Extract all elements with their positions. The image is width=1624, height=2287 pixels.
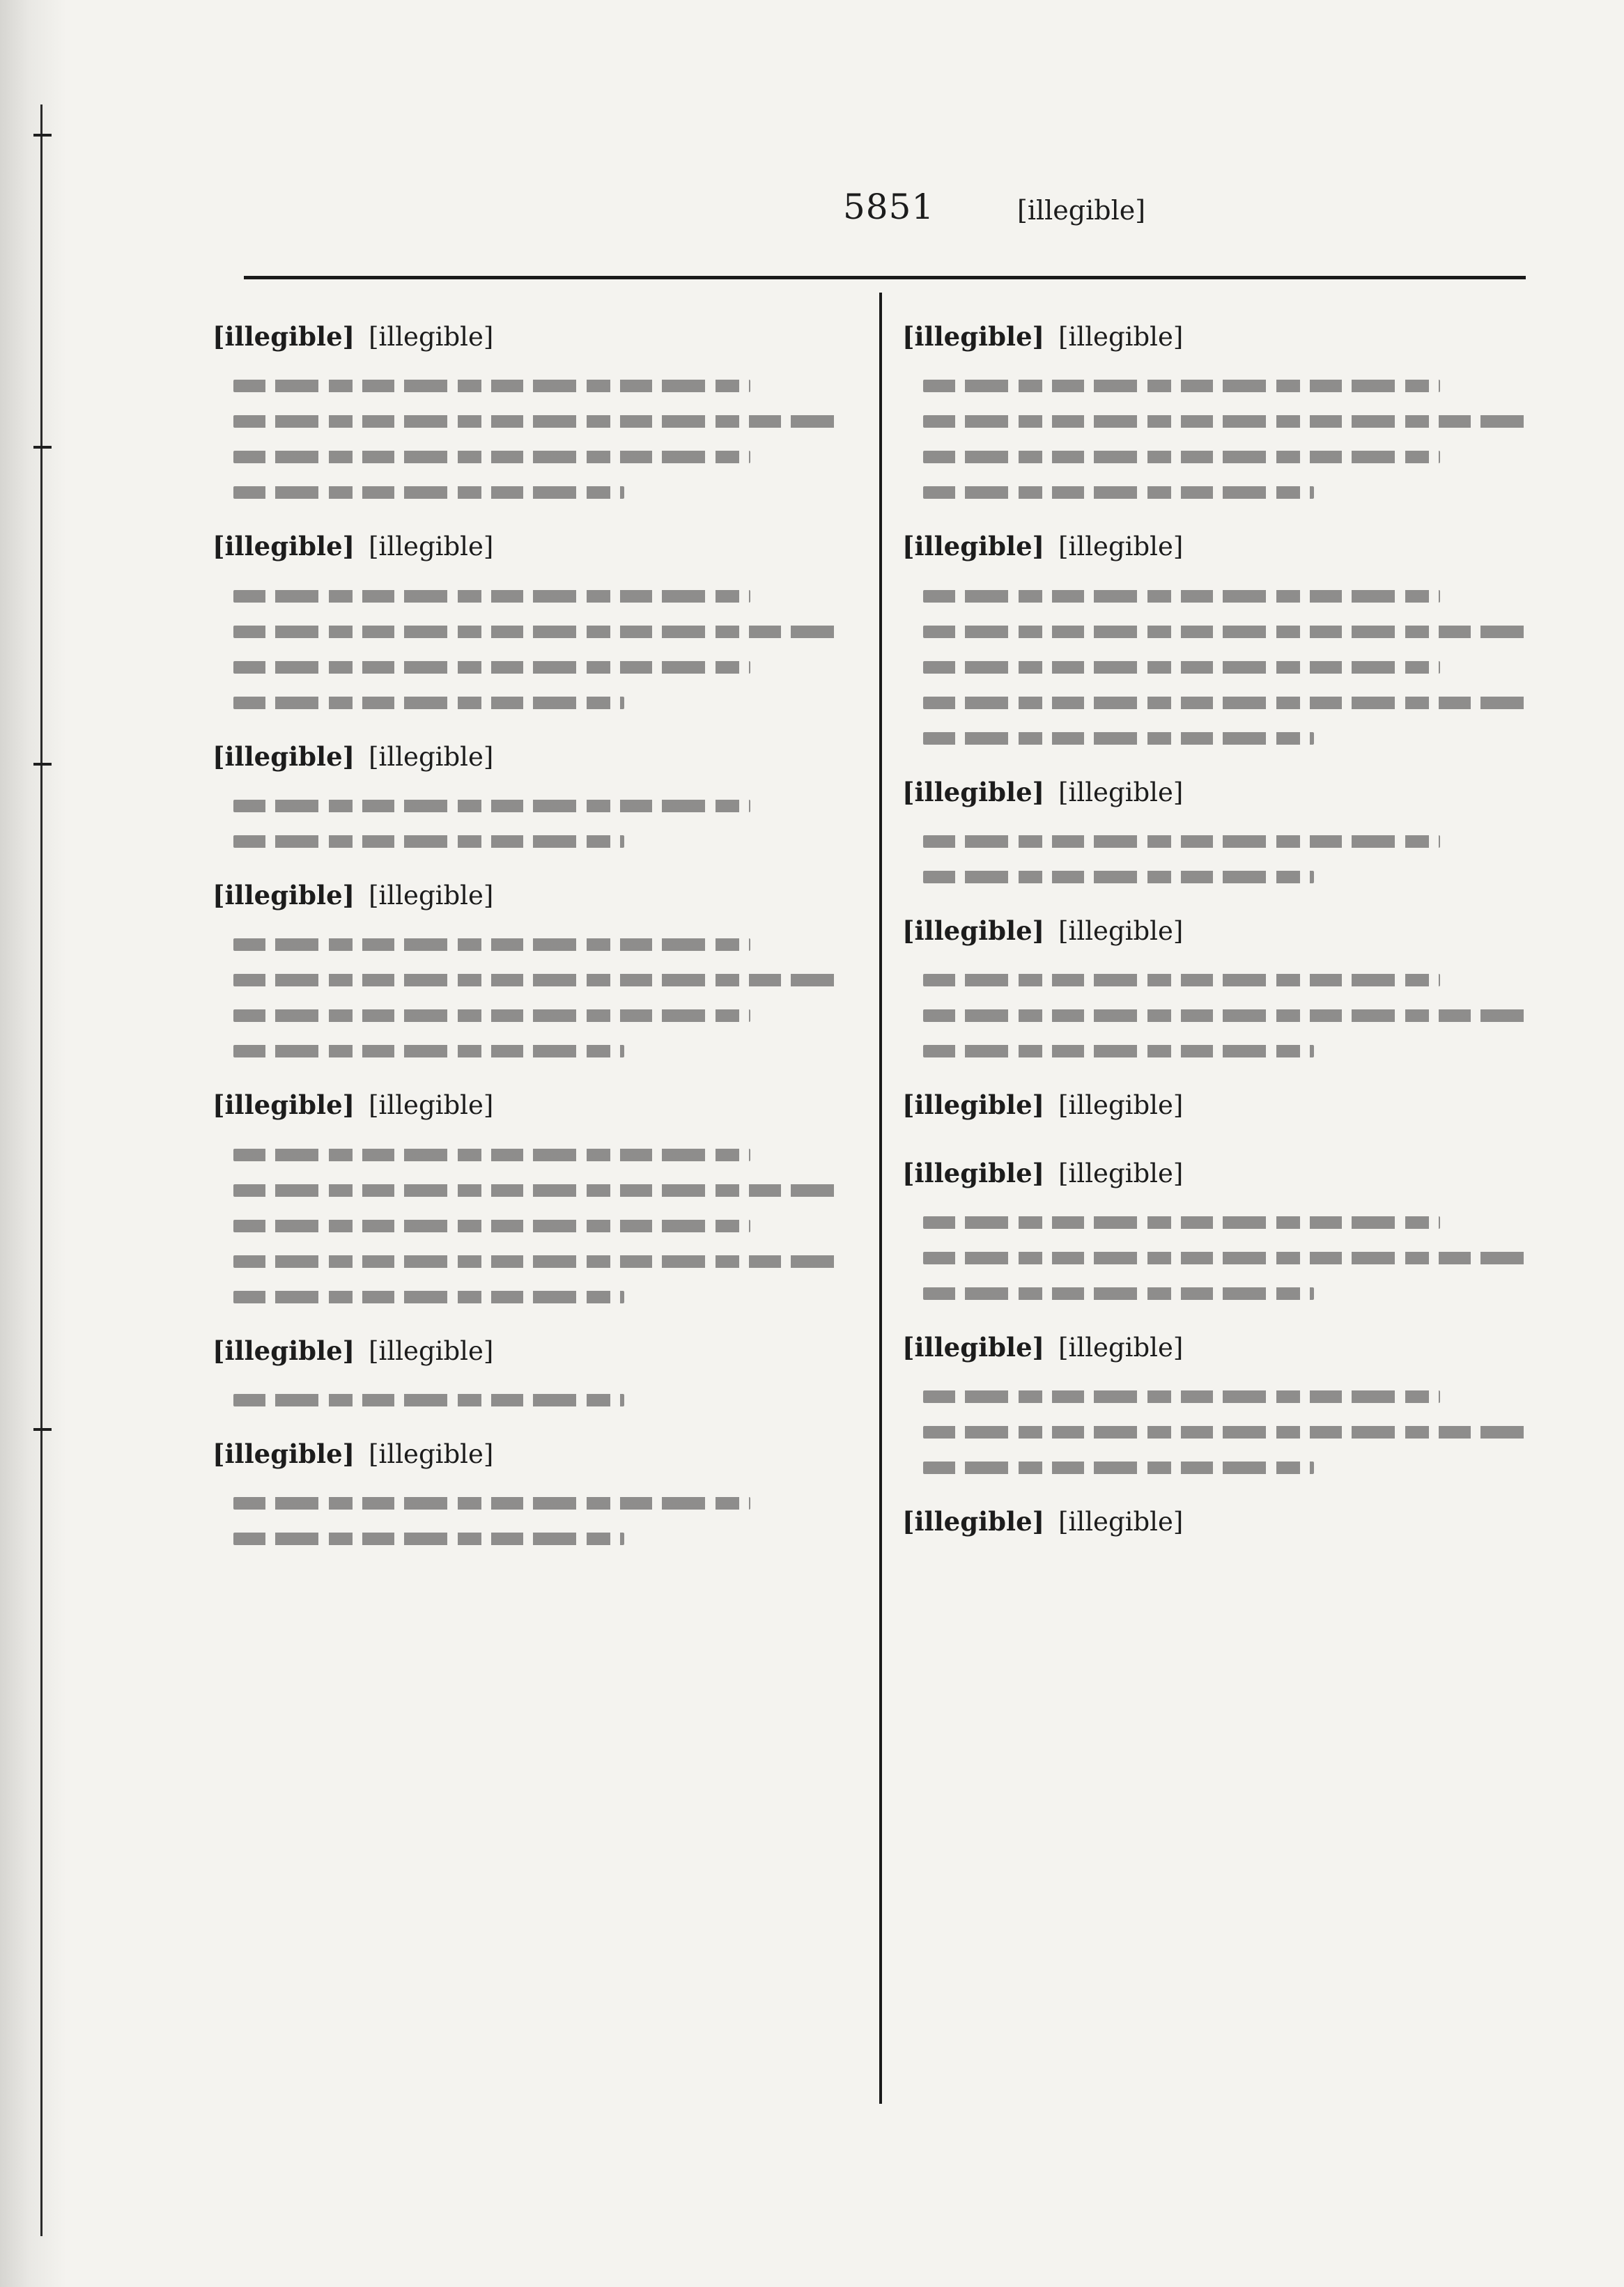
illegible-text-line [233,835,624,848]
left-column [212,317,843,1573]
illegible-text-line [923,415,1529,428]
dictionary-entry [212,737,843,848]
illegible-text-line [923,1426,1529,1439]
page-number: 5851 [843,187,935,227]
entry-headword: [illegible] [902,1332,1045,1363]
illegible-text-line [923,451,1440,463]
illegible-text-line [923,1009,1529,1022]
illegible-text-line [233,590,750,603]
illegible-text-line [233,697,624,709]
illegible-text-line [923,1287,1314,1300]
entry-definition: [illegible] [1058,322,1184,352]
illegible-text-line [233,800,750,812]
illegible-text-line [923,732,1314,745]
entry-headword: [illegible] [902,321,1045,352]
dictionary-entry [902,1154,1533,1300]
illegible-text-line [233,1220,750,1232]
illegible-text-line [233,486,624,499]
dictionary-entry [902,773,1533,883]
dictionary-entry [212,1085,843,1303]
illegible-text-line [233,974,839,986]
illegible-text-line [233,380,750,392]
illegible-text-line [923,380,1440,392]
entry-definition: [illegible] [1058,1090,1184,1121]
entry-definition: [illegible] [1058,1333,1184,1363]
binding-mark [33,446,52,449]
entry-definition: [illegible] [1058,1507,1184,1537]
illegible-text-line [233,1291,624,1303]
illegible-text-line [923,835,1440,848]
binding-mark [33,763,52,766]
entry-headword: [illegible] [212,321,355,352]
entry-definition: [illegible] [369,532,494,562]
illegible-text-line [923,1252,1529,1264]
entry-headword: [illegible] [902,1090,1045,1121]
entry-definition: [illegible] [1058,777,1184,807]
illegible-text-line [233,1394,624,1406]
entry-headword: [illegible] [212,741,355,772]
entry-definition: [illegible] [369,741,494,772]
dictionary-entry [902,527,1533,744]
dictionary-entry [902,1328,1533,1474]
illegible-text-line [233,661,750,674]
entry-definition: [illegible] [369,1335,494,1366]
illegible-text-line [923,626,1529,638]
illegible-text-line [923,486,1314,499]
illegible-text-line [233,415,839,428]
right-column [902,317,1533,1570]
entry-headword: [illegible] [212,1090,355,1121]
dictionary-entry [902,1502,1533,1542]
binding-mark [33,1428,52,1431]
binding-mark [33,134,52,137]
dictionary-entry [212,317,843,499]
dictionary-entry [212,1331,843,1406]
entry-headword: [illegible] [902,1157,1045,1188]
illegible-text-line [233,1045,624,1057]
entry-headword: [illegible] [212,1439,355,1470]
entry-headword: [illegible] [212,880,355,911]
illegible-text-line [923,590,1440,603]
illegible-text-line [923,697,1529,709]
entry-headword: [illegible] [902,531,1045,562]
dictionary-entry [212,1434,843,1545]
binding-rule [40,104,42,2236]
binding-edge [0,0,66,2287]
entry-definition: [illegible] [369,1439,494,1470]
entry-definition: [illegible] [1058,1158,1184,1188]
dictionary-entry [212,527,843,708]
illegible-text-line [923,1045,1314,1057]
dictionary-entry [212,876,843,1057]
entry-definition: [illegible] [1058,532,1184,562]
entry-headword: [illegible] [902,776,1045,807]
illegible-text-line [233,1184,839,1197]
illegible-text-line [923,871,1314,883]
illegible-text-line [233,626,839,638]
entry-headword: [illegible] [902,1506,1045,1537]
illegible-text-line [923,974,1440,986]
dictionary-entry [902,317,1533,499]
running-head: [illegible] [1017,196,1146,226]
entry-definition: [illegible] [1058,916,1184,947]
illegible-text-line [233,1009,750,1022]
entry-headword: [illegible] [212,531,355,562]
illegible-text-line [923,661,1440,674]
dictionary-entry [902,1085,1533,1125]
entry-definition: [illegible] [369,1090,494,1121]
entry-headword: [illegible] [212,1335,355,1366]
dictionary-entry [902,911,1533,1057]
illegible-text-line [923,1390,1440,1403]
illegible-text-line [233,1255,839,1268]
entry-definition: [illegible] [369,322,494,352]
illegible-text-line [233,451,750,463]
header-rule [244,276,1526,279]
illegible-text-line [233,1149,750,1161]
entry-headword: [illegible] [902,915,1045,947]
column-divider [879,293,882,2104]
illegible-text-line [233,1497,750,1510]
illegible-text-line [923,1216,1440,1229]
entry-definition: [illegible] [369,881,494,911]
illegible-text-line [923,1462,1314,1474]
illegible-text-line [233,938,750,951]
illegible-text-line [233,1533,624,1545]
